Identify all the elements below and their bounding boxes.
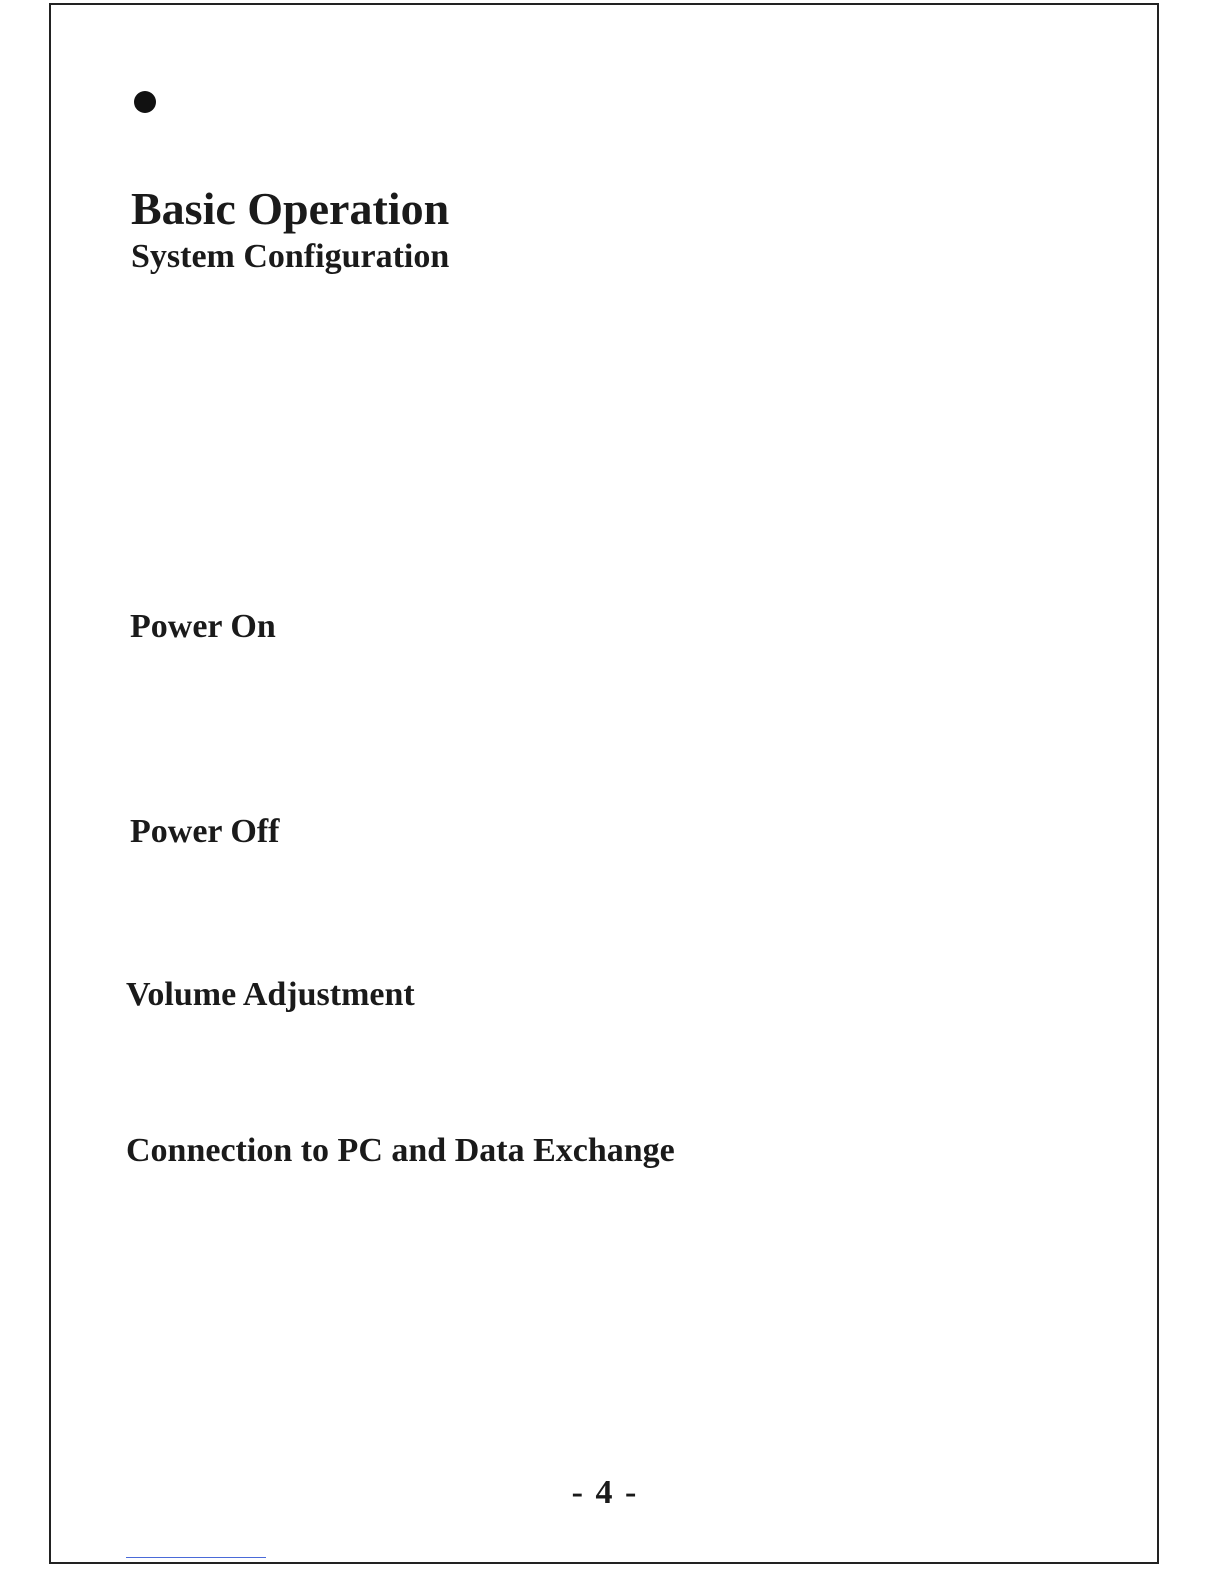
page-number: - 4 -	[571, 1474, 639, 1511]
page-title: Basic Operation	[131, 183, 450, 234]
bullet-icon	[134, 91, 156, 113]
footer-link-underline	[126, 1557, 266, 1558]
section-heading-power-on: Power On	[130, 608, 276, 645]
section-heading-connection: Connection to PC and Data Exchange	[126, 1132, 675, 1169]
section-heading-volume-adjustment: Volume Adjustment	[126, 976, 415, 1013]
section-heading-power-off: Power Off	[130, 813, 280, 850]
section-heading-system-configuration: System Configuration	[131, 238, 450, 275]
